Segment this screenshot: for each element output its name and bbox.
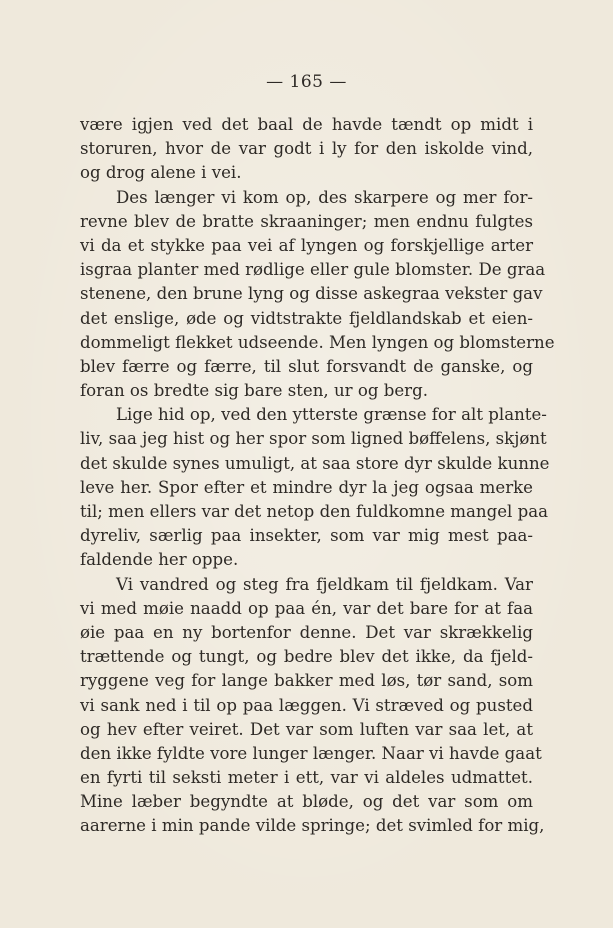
text-line: til; men ellers var det netop den fuldkomne mangel paa: [80, 502, 549, 521]
text-line: dyreliv, særlig paa insekter, som var mig mest paa-: [80, 526, 533, 546]
page-number: — 165 —: [266, 72, 347, 92]
text-line: øie paa en ny bortenfor denne. Det var skrækkelig: [80, 622, 533, 642]
text-line: en fyrti til seksti meter i ett, var vi aldeles udmattet.: [80, 768, 533, 788]
text-line: Vi vandred og steg fra fjeldkam til fjeldkam. Var: [116, 574, 533, 594]
text-line: leve her. Spor efter et mindre dyr la jeg ogsaa merke: [80, 477, 533, 497]
text-line: stenene, den brune lyng og disse askegraa vekster gav: [80, 284, 543, 304]
text-line: vi da et stykke paa vei af lyngen og forskjellige arter: [80, 235, 533, 255]
text-line: liv, saa jeg hist og her spor som ligned bøffelens, skjønt: [80, 429, 547, 449]
text-line: vi med møie naadd op paa én, var det bare for at faa: [80, 598, 533, 618]
text-line: Des længer vi kom op, des skarpere og mer for-: [116, 187, 533, 207]
text-line: Mine læber begyndte at bløde, og det var som om: [80, 792, 533, 812]
text-line: være igjen ved det baal de havde tændt op midt i: [80, 115, 533, 134]
text-line: og drog alene i vei.: [80, 163, 242, 183]
text-line: blev færre og færre, til slut forsvandt de ganske, og: [80, 356, 533, 376]
text-line: trættende og tungt, og bedre blev det ikke, da fjeld-: [80, 647, 533, 667]
text-line: og hev efter veiret. Det var som luften var saa let, at: [80, 719, 533, 739]
text-line: revne blev de bratte skraaninger; men endnu fulgtes: [80, 211, 533, 231]
text-line: isgraa planter med rødlige eller gule blomster. De graa: [80, 260, 546, 280]
text-line: Lige hid op, ved den ytterste grænse for alt plante-: [116, 405, 547, 425]
text-line: ryggene veg for lange bakker med løs, tør sand, som: [80, 671, 533, 691]
text-line: det skulde synes umuligt, at saa store dyr skulde kunne: [80, 453, 550, 473]
text-line: det enslige, øde og vidtstrakte fjeldlandskab et eien-: [80, 308, 533, 328]
body-text: [80, 113, 555, 839]
text-line: faldende her oppe.: [80, 550, 239, 570]
text-line: aarerne i min pande vilde springe; det svimled for mig,: [80, 816, 545, 836]
text-line: foran os bredte sig bare sten, ur og berg.: [80, 381, 429, 401]
text-line: vi sank ned i til op paa læggen. Vi stræved og pusted: [80, 695, 533, 715]
text-line: storuren, hvor de var godt i ly for den iskolde vind,: [80, 139, 533, 159]
text-line: dommeligt flekket udseende. Men lyngen og blomsterne: [80, 332, 555, 352]
text-line: den ikke fyldte vore lunger længer. Naar vi havde gaat: [80, 743, 542, 763]
